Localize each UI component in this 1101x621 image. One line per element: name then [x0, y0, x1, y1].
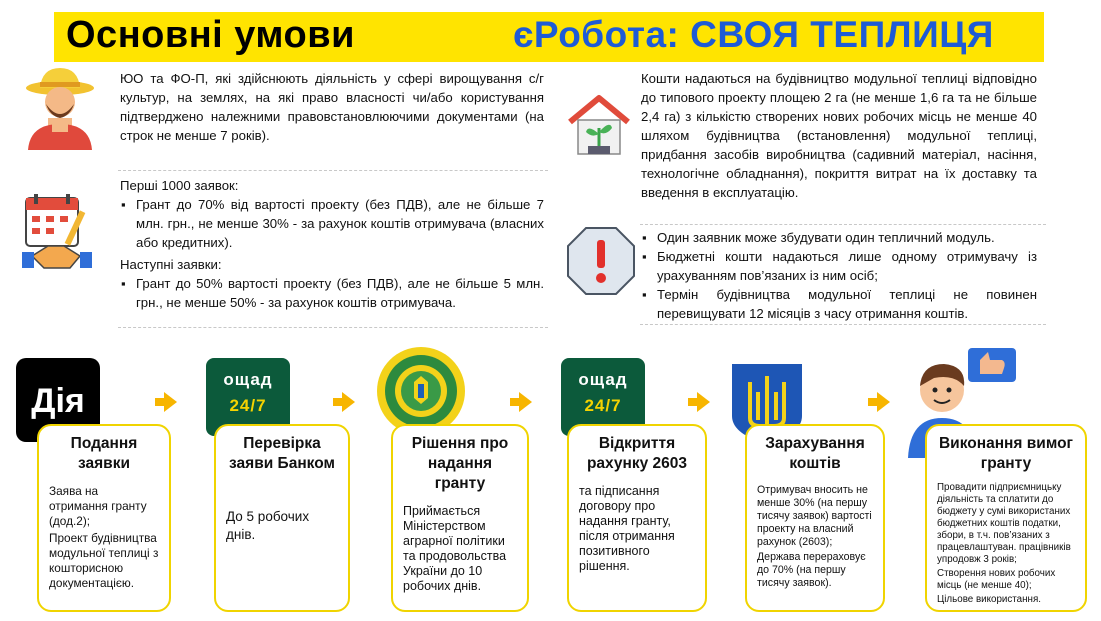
funding-text: Кошти надаються на будівництво модульної теплиці відповідно до типового проекту площею 2 га (не менше 1,6 га та не більше 2,4 га) з кількістю створених нових робочих місць не менше 40 шляхом будівництва (встановлення) модульної теплиці, придбання засобів виробництва (садивний матеріал, насіння, технологічне обладнання), покриття витрат на їх доставку та введення в експлуатацію.	[641, 71, 1037, 200]
list-item: ▪ Бюджетні кошти надаються лише одному отримувачу із урахуванням пов’язаних із ним осіб;	[641, 247, 1037, 285]
step-card-bank-check	[214, 424, 350, 612]
step-text: Отримувач вносить не менше 30% (на першу тисячу заявок) вартості проекту на власний рахунок (2603);	[757, 484, 872, 548]
step-card-funds-transfer	[745, 424, 885, 612]
arrow-right-icon	[164, 392, 177, 412]
divider	[640, 224, 1046, 225]
list-item: ▪ Один заявник може збудувати один тепличний модуль.	[641, 228, 1037, 247]
step-card-account-opening	[567, 424, 707, 612]
step-body	[226, 508, 338, 544]
step-body	[757, 484, 873, 590]
step-title: Відкриття рахунку 2603	[586, 435, 688, 472]
step-text: Заява на отримання гранту (дод.2);	[49, 484, 147, 528]
step-text: Цільове використання.	[937, 594, 1041, 605]
step-text: До 5 робочих днів.	[226, 509, 310, 542]
step-text: Проект будівництва модульної теплиці з кошторисною документацією.	[49, 531, 159, 590]
oschad-logo-hours: 24/7	[229, 396, 267, 415]
program-title: єРобота: СВОЯ ТЕПЛИЦЯ	[513, 14, 994, 55]
arrow-right-icon	[877, 392, 890, 412]
next-applications-heading: Наступні заявки:	[120, 257, 222, 272]
first-applications-heading: Перші 1000 заявок:	[120, 178, 239, 193]
step-title: Зарахування коштів	[765, 435, 865, 472]
step-card-submit	[37, 424, 171, 612]
grant-terms	[120, 176, 544, 312]
oschad-logo-hours: 24/7	[584, 396, 622, 415]
step-card-decision	[391, 424, 529, 612]
step-title: Рішення про надання гранту	[411, 435, 509, 492]
step-body	[49, 484, 159, 591]
step-title: Перевірка заяви Банком	[229, 435, 335, 472]
calendar-handshake-icon	[22, 192, 92, 272]
step-text: Провадити підприємницьку діяльність та сплатити до бюджету у сумі використаних бюджетних коштів податки, збори, в т.ч. пов’язаних з працевлаштуван. працівників упродовж 3 років;	[937, 482, 1071, 565]
restrictions	[641, 228, 1037, 323]
step-text: Держава перераховує до 70% (на першу тисячу заявок).	[757, 551, 866, 589]
divider	[640, 324, 1046, 325]
warning-icon	[566, 226, 636, 296]
oschad-logo-text: ощад	[223, 370, 273, 389]
arrow-right-icon	[697, 392, 710, 412]
next-applications-list	[120, 274, 544, 312]
diia-logo: Дія	[16, 358, 100, 442]
first-applications-list	[120, 195, 544, 252]
list-item: ▪ Грант до 70% від вартості проекту (без ПДВ), але не більше 7 млн. грн., не менше 30% - за рахунок коштів отримувача (власних або кредитних).	[120, 195, 544, 252]
step-card-grant-requirements	[925, 424, 1087, 612]
divider	[118, 327, 548, 328]
divider	[118, 170, 548, 171]
eligibility-text: ЮО та ФО-П, які здійснюють діяльність у сфері вирощування с/г культур, на землях, на які право власності чи/або користування підтверджено належними правовстановлюючими документами (на строк не менше 7 років).	[120, 71, 544, 143]
list-item: ▪ Грант до 50% вартості проекту (без ПДВ), але не більше 5 млн. грн., не менше 50% - за рахунок коштів отримувача.	[120, 274, 544, 312]
farmer-icon	[24, 66, 96, 150]
oschad-logo-text: ощад	[578, 370, 628, 389]
step-body	[937, 482, 1075, 606]
step-title: Подання заявки	[70, 435, 138, 472]
restrictions-list	[641, 228, 1037, 323]
step-title: Виконання вимог гранту	[938, 435, 1074, 472]
greenhouse-icon	[566, 92, 632, 158]
step-body	[579, 484, 695, 574]
arrow-right-icon	[342, 392, 355, 412]
step-text: Створення нових робочих місць (не менше 40);	[937, 568, 1056, 591]
list-item: ▪ Термін будівництва модульної теплиці не повинен перевищувати 12 місяців з часу отримання коштів.	[641, 285, 1037, 323]
arrow-right-icon	[519, 392, 532, 412]
step-text: та підписання договору про надання гранту, після отримання позитивного рішення.	[579, 484, 675, 573]
step-body	[403, 504, 517, 594]
page-title: Основні умови	[66, 14, 355, 56]
step-text: Приймається Міністерством аграрної політики та продовольства України до 10 робочих днів.	[403, 504, 507, 593]
